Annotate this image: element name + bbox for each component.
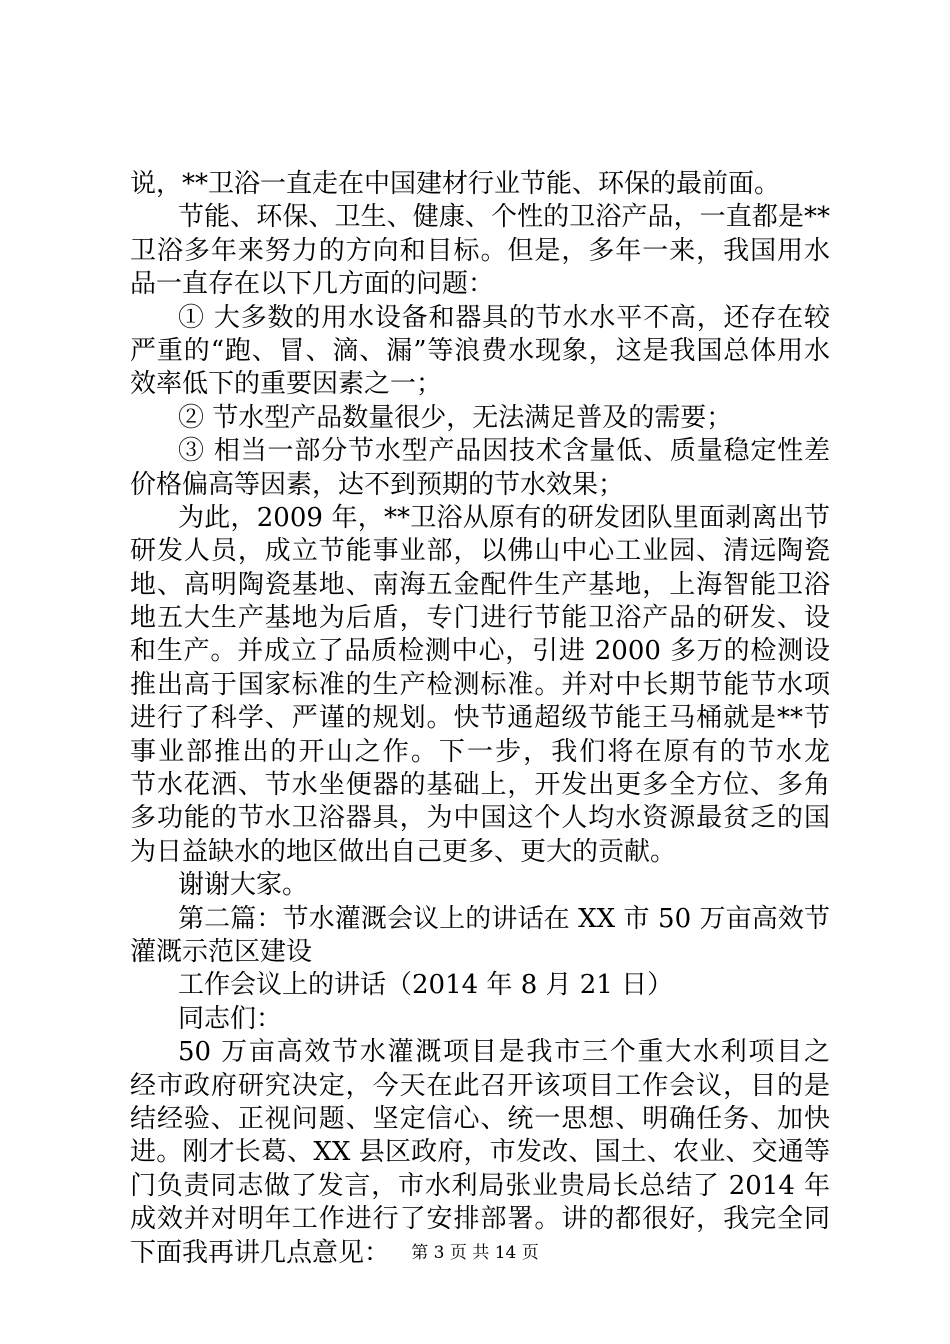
page-number-footer: 第 3 页 共 14 页 [411,1243,539,1263]
text-line: 效率低下的重要因素之一； [130,369,443,400]
text-line: 成效并对明年工作进行了安排部署。讲的都很好，我完全同 [130,1204,830,1235]
salutation-line: 同志们： [178,1003,283,1034]
text-line: 经市政府研究决定，今天在此召开该项目工作会议，目的是 [130,1070,830,1101]
text-line: ① 大多数的用水设备和器具的节水水平不高，还存在较 [178,302,830,333]
text-line: 结经验、正视问题、坚定信心、统一思想、明确任务、加快 [130,1103,830,1134]
text-line: 节水花洒、节水坐便器的基础上，开发出更多全方位、多角 [130,770,830,801]
text-line: 门负责同志做了发言，市水利局张业贵局长总结了 2014 年 [130,1170,830,1201]
document-body [130,168,830,1270]
text-line: 进。刚才长葛、XX 县区政府，市发改、国土、农业、交通等 [130,1137,830,1168]
text-line: 推出高于国家标准的生产检测标准。并对中长期节能节水项 [130,669,830,700]
speech-title-line: 工作会议上的讲话（2014 年 8 月 21 日） [178,970,674,1001]
text-line: 地五大生产基地为后盾，专门进行节能卫浴产品的研发、设 [130,603,830,634]
section-heading-line: 灌溉示范区建设 [130,936,313,967]
section-heading-line: 第二篇：节水灌溉会议上的讲话在 XX 市 50 万亩高效节 [178,903,830,934]
text-line: 谢谢大家。 [178,870,309,901]
text-line: 和生产。并成立了品质检测中心，引进 2000 多万的检测设 [130,636,830,667]
text-line: 严重的“跑、冒、滴、漏”等浪费水现象，这是我国总体用水 [130,335,830,366]
text-line: 为此，2009 年，**卫浴从原有的研发团队里面剥离出节 [178,502,830,533]
text-line: ② 节水型产品数量很少，无法满足普及的需要； [178,402,733,433]
text-line: 下面我再讲几点意见： [130,1237,391,1268]
text-line: 多功能的节水卫浴器具，为中国这个人均水资源最贫乏的国 [130,803,830,834]
text-line: 研发人员，成立节能事业部，以佛山中心工业园、清远陶瓷 [130,536,830,567]
text-line: 事业部推出的开山之作。下一步，我们将在原有的节水龙 [130,736,830,767]
text-line: ③ 相当一部分节水型产品因技术含量低、质量稳定性差 [178,436,830,467]
text-line: 说，**卫浴一直走在中国建材行业节能、环保的最前面。 [130,169,781,199]
text-line: 地、高明陶瓷基地、南海五金配件生产基地，上海智能卫浴 [130,569,830,600]
text-line: 为日益缺水的地区做出自己更多、更大的贡献。 [130,836,677,867]
text-line: 价格偏高等因素，达不到预期的节水效果； [130,469,625,500]
text-line: 节能、环保、卫生、健康、个性的卫浴产品，一直都是** [178,202,830,233]
text-line: 品一直存在以下几方面的问题： [130,269,495,300]
text-line: 进行了科学、严谨的规划。快节通超级节能王马桶就是**节 [130,703,830,734]
text-line: 卫浴多年来努力的方向和目标。但是，多年一来，我国用水 [130,235,830,266]
text-line: 50 万亩高效节水灌溉项目是我市三个重大水利项目之 [178,1037,830,1068]
